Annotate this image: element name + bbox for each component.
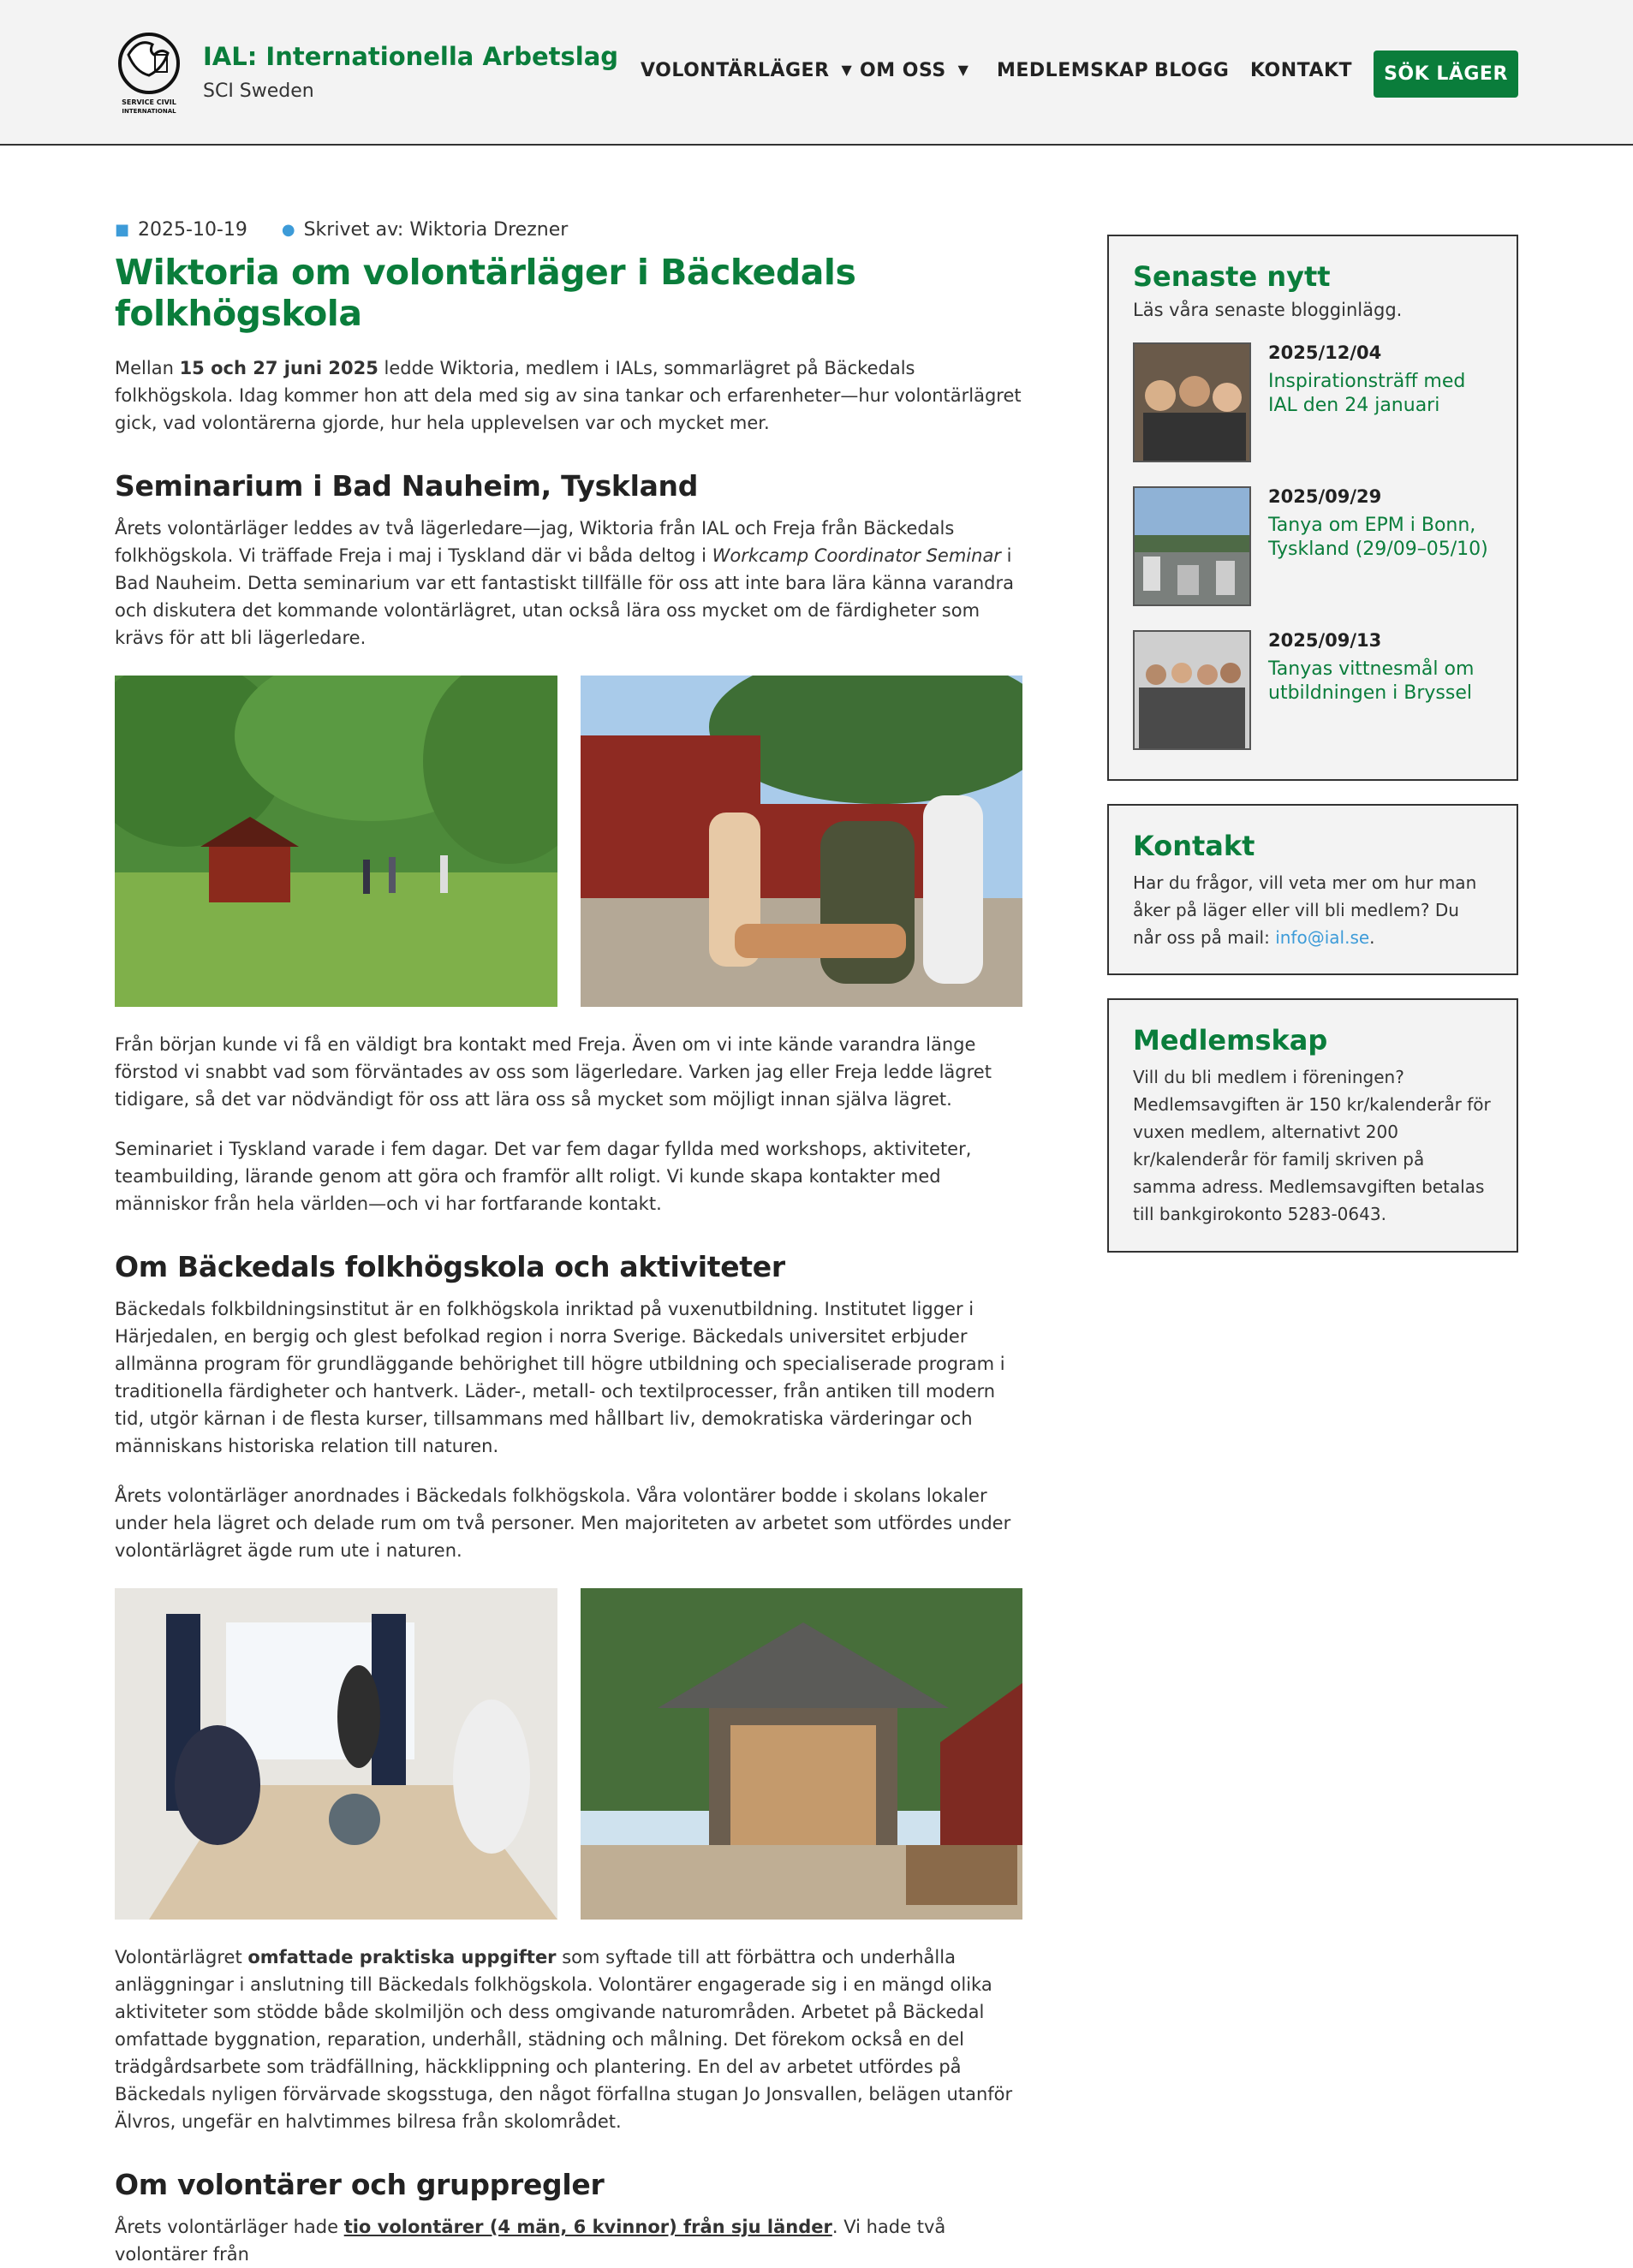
nav-volontarlager[interactable] — [641, 60, 852, 81]
user-icon: ● — [281, 220, 295, 239]
paragraph: Från början kunde vi få en väldigt bra kontakt med Freja. Även om vi inte kände varandra länge förstod vi snabbt vad som förväntades av oss som lägerledare. Varken jag eller Freja ledde lägret tidigare, så det var nödvändigt för oss att lära oss så mycket som möjligt innan själva lägret. — [115, 1034, 992, 1110]
svg-text:INTERNATIONAL: INTERNATIONAL — [122, 108, 176, 115]
widget-title: Kontakt — [1133, 830, 1255, 862]
post-thumbnail[interactable] — [1133, 342, 1251, 462]
svg-text:SERVICE CIVIL: SERVICE CIVIL — [122, 98, 176, 106]
post-date: 2025/12/04 — [1268, 342, 1382, 363]
post-title-link[interactable]: Tanyas vittnesmål om utbildningen i Bryssel — [1268, 658, 1475, 704]
site-header — [0, 0, 1633, 146]
article-title: Wiktoria om volontärläger i Bäckedals folkhögskola — [115, 252, 856, 334]
chevron-down-icon: ▼ — [957, 62, 969, 78]
nav-medlemskap[interactable]: MEDLEMSKAP — [997, 60, 1149, 81]
nav-blogg[interactable]: BLOGG — [1154, 60, 1230, 81]
site-title[interactable]: IAL: Internationella Arbetslag — [203, 42, 619, 71]
heading-volontarer: Om volontärer och gruppregler — [115, 2168, 605, 2201]
widget-subtitle: Läs våra senaste blogginlägg. — [1133, 300, 1403, 320]
image-row — [115, 676, 1022, 1007]
photo-woodshed — [581, 1588, 1023, 1920]
site-subtitle: SCI Sweden — [203, 80, 314, 102]
post-title-link[interactable]: Inspirationsträff med IAL den 24 januari — [1268, 371, 1466, 416]
contact-text: Har du frågor, vill veta mer om hur man åker på läger eller vill bli medlem? Du når oss på mail: info@ial.se. — [1133, 872, 1477, 948]
nav-label: OM OSS — [860, 60, 946, 81]
email-link[interactable]: info@ial.se — [1275, 927, 1370, 948]
paragraph: Årets volontärläger hade tio volontärer (4 män, 6 kvinnor) från sju länder. Vi hade två volontärer från — [115, 2217, 946, 2265]
post-date: 2025/09/13 — [1268, 630, 1382, 651]
sci-logo[interactable] — [115, 29, 183, 118]
paragraph: Volontärlägret omfattade praktiska uppgifter som syftade till att förbättra och underhålla anläggningar i anslutning till Bäckedals folkhögskola. Volontärer engagerade sig i en mängd olika aktiviteter som stödde både skolmiljön och dess omgivande naturområden. Arbetet på Bäckedal omfattade byggnation, reparation, underhåll, städning och målning. Det förekom också en del trädgårdsarbete som trädfällning, häckklippning och plantering. En del av arbetet utfördes på Bäckedals nyligen förvärvade skogsstuga, den något förfallna stugan Jo Jonsvallen, belägen utanför Älvros, ungefär en halvtimmes bilresa från skolområdet. — [115, 1947, 1013, 2132]
post-thumbnail[interactable] — [1133, 630, 1251, 750]
membership-widget — [1107, 998, 1518, 1253]
article-date: 2025-10-19 — [138, 218, 247, 241]
calendar-icon: ■ — [115, 220, 130, 239]
article-author: Skrivet av: Wiktoria Drezner — [303, 218, 569, 241]
contact-widget — [1107, 804, 1518, 975]
news-post[interactable] — [1133, 630, 1493, 750]
widget-title: Medlemskap — [1133, 1024, 1328, 1057]
paragraph: Bäckedals folkbildningsinstitut är en folkhögskola inriktad på vuxenutbildning. Institutet ligger i Härjedalen, en bergig och glest befolkad region i norra Sverige. Bäckedals universitet erbjuder allmänna program för grundläggande behörighet till högre utbildning och specialiserade program i traditionella färdigheter och hantverk. Läder-, metall- och textilprocesser, från antiken till modern tid, utgör kärnan i de flesta kurser, tillsammans med hållbart liv, demokratiska värderingar och människans historiska relation till naturen. — [115, 1299, 1005, 1456]
article — [115, 214, 1022, 2268]
sok-lager-button[interactable]: SÖK LÄGER — [1374, 51, 1518, 98]
news-post[interactable] — [1133, 342, 1493, 462]
article-meta — [115, 214, 1022, 245]
photo-woodwork — [581, 676, 1023, 1007]
membership-text: Vill du bli medlem i föreningen? Medlemsavgiften är 150 kr/kalenderår för vuxen medlem, alternativt 200 kr/kalenderår för familj skriven på samma adress. Medlemsavgiften betalas till bankgirokonto 5283-0643. — [1133, 1067, 1491, 1224]
article-intro: Mellan 15 och 27 juni 2025 ledde Wiktoria, medlem i IALs, sommarlägret på Bäckedals folkhögskola. Idag kommer hon att dela med sig av sina tankar och erfarenheter—hur volontärlägret gick, vad volontärerna gjorde, hur hela upplevelsen var och mycket mer. — [115, 358, 1022, 433]
image-row — [115, 1588, 1022, 1920]
paragraph: Årets volontärläger anordnades i Bäckedals folkhögskola. Våra volontärer bodde i skolans lokaler under hela lägret och delade rum om två personer. Men majoriteten av arbetet som utfördes under volontärlägret ägde rum ute i naturen. — [115, 1485, 1011, 1561]
post-date: 2025/09/29 — [1268, 486, 1382, 507]
news-post[interactable] — [1133, 486, 1493, 606]
photo-dining-room — [115, 1588, 557, 1920]
heading-seminarium: Seminarium i Bad Nauheim, Tyskland — [115, 469, 699, 503]
news-widget — [1107, 235, 1518, 781]
post-thumbnail[interactable] — [1133, 486, 1251, 606]
paragraph: Årets volontärläger leddes av två lägerledare—jag, Wiktoria från IAL och Freja från Bäckedals folkhögskola. Vi träffade Freja i maj i Tyskland där vi båda deltog i Workcamp Coordinator Seminar i Bad Nauheim. Detta seminarium var ett fantastiskt tillfälle för oss att inte bara lära känna varandra och diskutera det kommande volontärlägret, utan också lära oss mycket om de färdigheter som krävs för att bli lägerledare. — [115, 518, 1014, 648]
paragraph: Seminariet i Tyskland varade i fem dagar. Det var fem dagar fyllda med workshops, aktiviteter, teambuilding, lärande genom att göra och framför allt roligt. Vi kunde skapa kontakter med människor från hela världen—och vi har fortfarande kontakt. — [115, 1139, 972, 1214]
chevron-down-icon: ▼ — [841, 62, 853, 78]
nav-om-oss[interactable] — [860, 60, 968, 81]
widget-title: Senaste nytt — [1133, 260, 1331, 293]
post-title-link[interactable]: Tanya om EPM i Bonn, Tyskland (29/09–05/10) — [1268, 515, 1488, 560]
heading-backedal: Om Bäckedals folkhögskola och aktiviteter — [115, 1250, 785, 1283]
nav-label: VOLONTÄRLÄGER — [641, 60, 830, 81]
nav-kontakt[interactable]: KONTAKT — [1250, 60, 1353, 81]
photo-meadow-cabin — [115, 676, 557, 1007]
